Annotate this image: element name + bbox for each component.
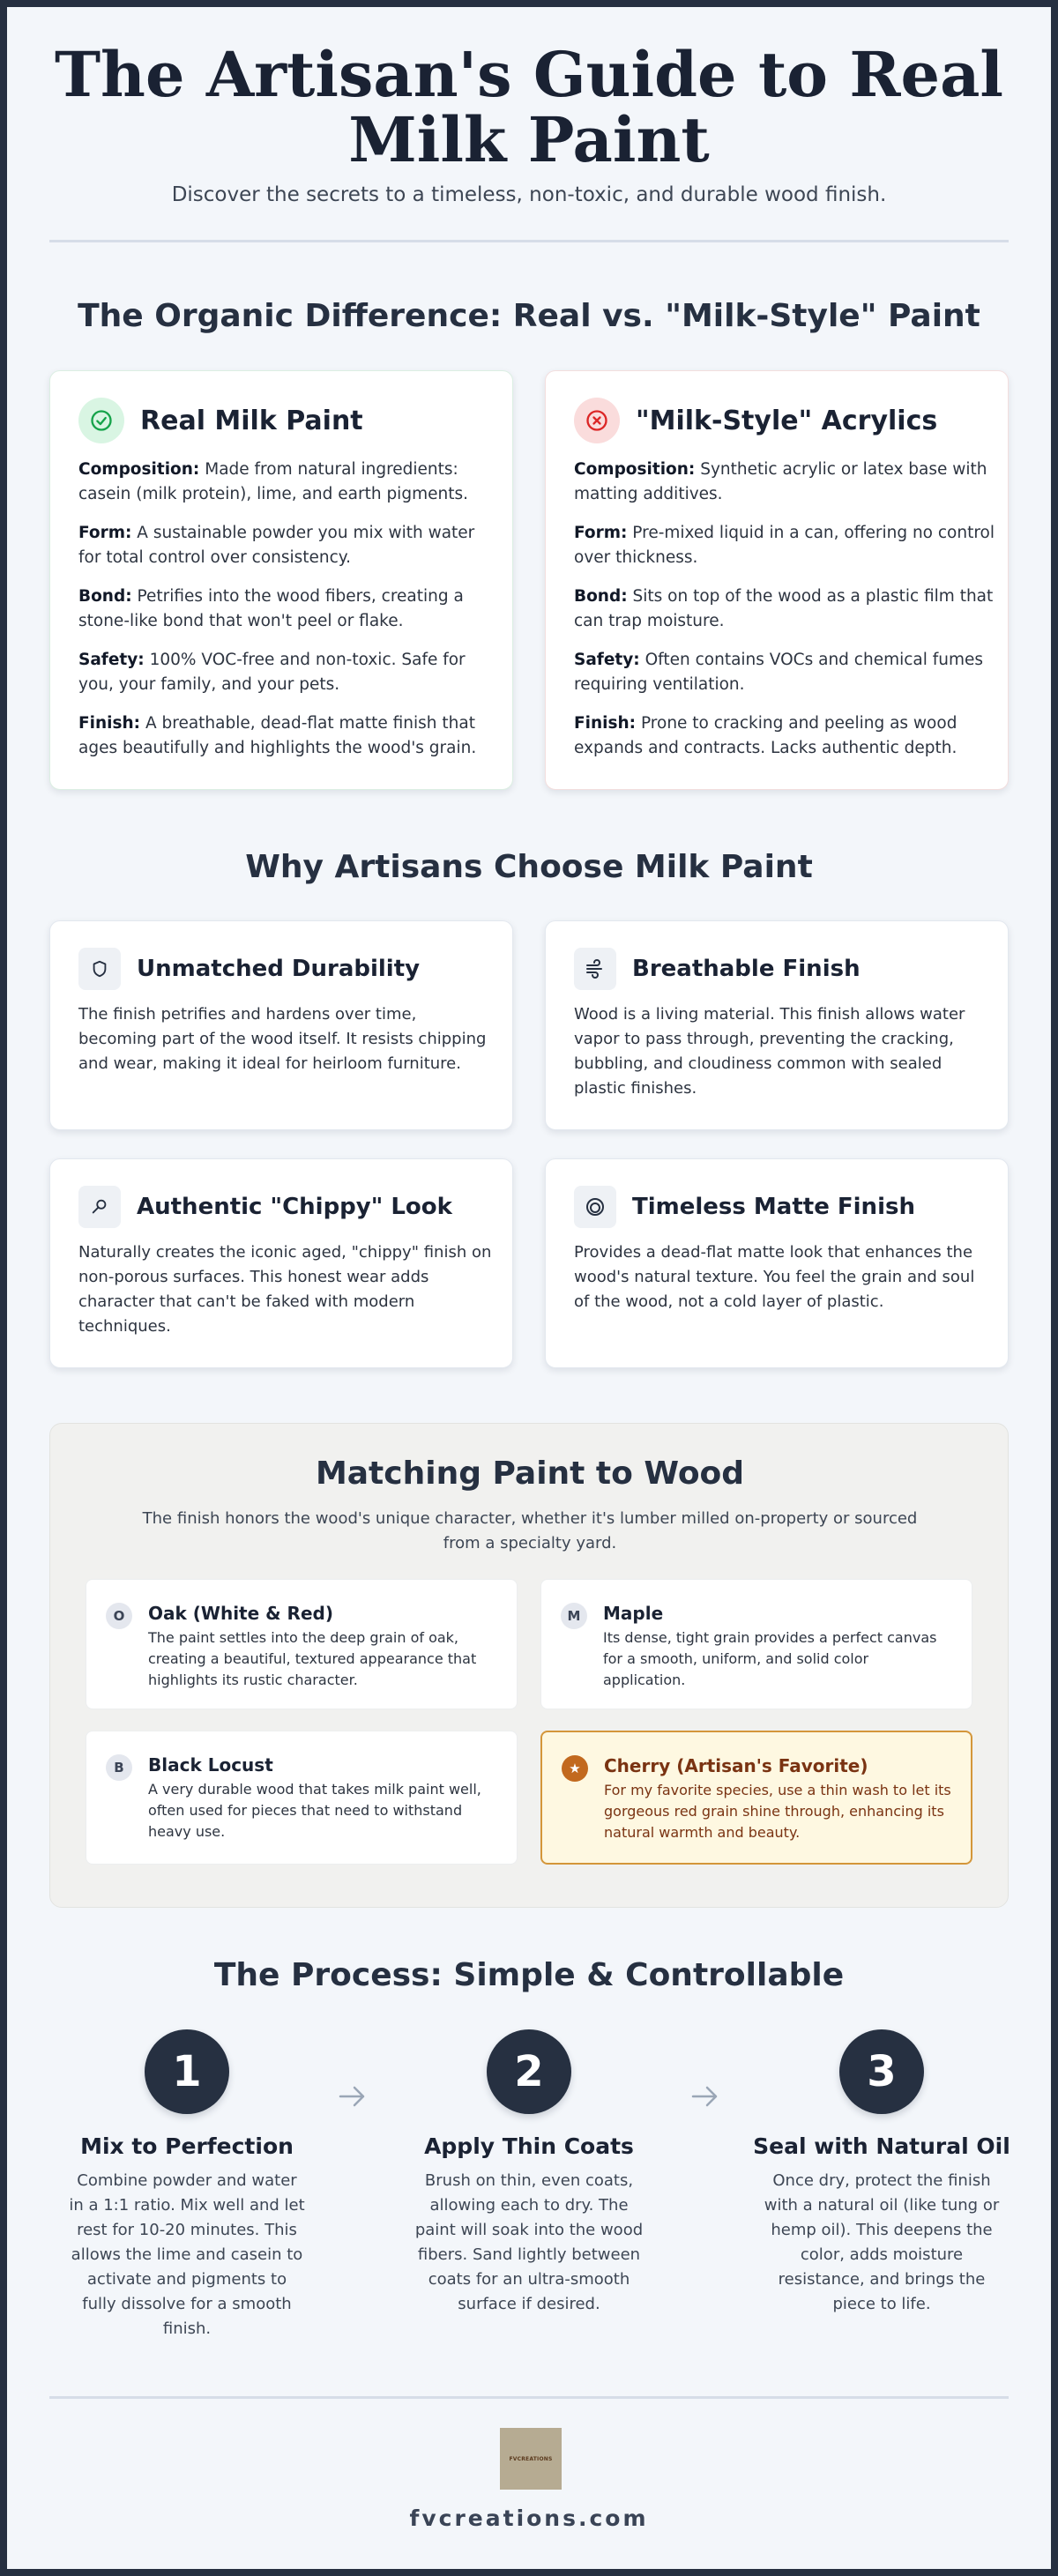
real-composition: Composition: Made from natural ingredients: casein (milk protein), lime, and earth pigments. xyxy=(78,460,468,503)
benefit-title: Authentic "Chippy" Look xyxy=(137,1194,452,1220)
real-safety: Safety: 100% VOC-free and non-toxic. Safe for you, your family, and your pets. xyxy=(78,651,466,694)
woods-heading: Matching Paint to Wood xyxy=(315,1456,745,1492)
step-description: Brush on thin, even coats, allowing each to dry. The paint will soak into the wood fibers. Sand lightly between coats for an ultra-smooth surface if desired. xyxy=(414,2171,644,2313)
brush-icon xyxy=(78,1186,121,1228)
wood-letter-badge: B xyxy=(106,1754,132,1781)
wood-card-black-locust xyxy=(86,1731,518,1865)
real-milk-paint-title: Real Milk Paint xyxy=(140,405,363,436)
milk-style-acrylics-card xyxy=(545,370,1009,790)
benefit-description: The finish petrifies and hardens over time, becoming part of the wood itself. It resists chipping and wear, making it ideal for heirloom furniture. xyxy=(78,1005,487,1073)
shield-icon xyxy=(78,948,121,990)
comparison-heading: The Organic Difference: Real vs. "Milk-Style" Paint xyxy=(78,298,980,334)
step-title: Apply Thin Coats xyxy=(424,2133,634,2159)
wood-description: Its dense, tight grain provides a perfect canvas for a smooth, uniform, and solid color application. xyxy=(603,1629,937,1688)
benefit-title: Breathable Finish xyxy=(632,956,861,982)
benefit-description: Naturally creates the iconic aged, "chippy" finish on non-porous surfaces. This honest wear adds character that can't be faked with modern techniques. xyxy=(78,1243,492,1336)
benefit-description: Wood is a living material. This finish allows water vapor to pass through, preventing the cracking, bubbling, and cloudiness common with sealed plastic finishes. xyxy=(574,1005,965,1098)
step-number: 2 xyxy=(487,2029,571,2114)
benefit-card-breathable xyxy=(545,920,1009,1130)
benefit-title: Unmatched Durability xyxy=(137,956,421,982)
matte-circle-icon xyxy=(574,1186,616,1228)
header-divider xyxy=(49,240,1009,242)
woods-intro: The finish honors the wood's unique character, whether it's lumber milled on-property or sourced from a specialty yard. xyxy=(142,1509,918,1552)
page-subtitle: Discover the secrets to a timeless, non-toxic, and durable wood finish. xyxy=(171,183,887,206)
wood-card-maple xyxy=(540,1579,972,1709)
arrow-right-icon xyxy=(335,2081,370,2112)
benefit-description: Provides a dead-flat matte look that enhances the wood's natural texture. You feel the grain and soul of the wood, not a cold layer of plastic. xyxy=(574,1243,975,1311)
wood-description: The paint settles into the deep grain of oak, creating a beautiful, textured appearance that highlights its rustic character. xyxy=(148,1629,477,1688)
wood-description: For my favorite species, use a thin wash to let its gorgeous red grain shine through, enhancing its natural warmth and beauty. xyxy=(604,1782,951,1841)
benefits-heading: Why Artisans Choose Milk Paint xyxy=(245,849,813,885)
wood-card-oak xyxy=(86,1579,518,1709)
wind-icon xyxy=(574,948,616,990)
benefit-card-durability xyxy=(49,920,513,1130)
brand-logo-text: FVCREATIONS xyxy=(509,2455,553,2462)
wood-matching-panel xyxy=(49,1423,1009,1908)
acrylic-composition: Composition: Synthetic acrylic or latex base with matting additives. xyxy=(574,460,987,503)
check-circle-icon xyxy=(78,398,124,443)
star-icon: ★ xyxy=(562,1755,588,1782)
process-heading: The Process: Simple & Controllable xyxy=(213,1957,845,1993)
wood-description: A very durable wood that takes milk paint well, often used for pieces that need to withstand heavy use. xyxy=(148,1781,481,1840)
step-number: 3 xyxy=(839,2029,924,2114)
page-title: The Artisan's Guide to Real Milk Paint xyxy=(54,38,1004,176)
step-number: 1 xyxy=(145,2029,229,2114)
real-finish: Finish: A breathable, dead-flat matte finish that ages beautifully and highlights the wood's grain. xyxy=(78,714,477,757)
step-title: Seal with Natural Oil xyxy=(753,2133,1010,2159)
real-milk-paint-card xyxy=(49,370,513,790)
acrylic-safety: Safety: Often contains VOCs and chemical fumes requiring ventilation. xyxy=(574,651,984,694)
infographic-page xyxy=(7,7,1051,2569)
wood-card-cherry-favorite xyxy=(540,1731,972,1865)
wood-name: Maple xyxy=(603,1603,664,1624)
wood-name: Black Locust xyxy=(148,1754,273,1776)
benefit-title: Timeless Matte Finish xyxy=(632,1194,915,1220)
wood-name: Cherry (Artisan's Favorite) xyxy=(604,1755,868,1776)
footer-divider xyxy=(49,2396,1009,2399)
x-circle-icon xyxy=(574,398,620,443)
brand-logo xyxy=(500,2428,562,2490)
wood-letter-badge: M xyxy=(561,1603,587,1629)
wood-letter-badge: O xyxy=(106,1603,132,1629)
wood-name: Oak (White & Red) xyxy=(148,1603,333,1624)
milk-style-acrylics-title: "Milk-Style" Acrylics xyxy=(636,405,938,436)
step-description: Once dry, protect the finish with a natural oil (like tung or hemp oil). This deepens the color, adds moisture resistance, and brings the piece to life. xyxy=(764,2171,1000,2313)
acrylic-form: Form: Pre-mixed liquid in a can, offering no control over thickness. xyxy=(574,524,995,567)
step-title: Mix to Perfection xyxy=(80,2133,294,2159)
real-bond: Bond: Petrifies into the wood fibers, creating a stone-like bond that won't peel or flake. xyxy=(78,587,464,630)
benefit-card-chippy xyxy=(49,1158,513,1368)
acrylic-bond: Bond: Sits on top of the wood as a plastic film that can trap moisture. xyxy=(574,587,994,630)
arrow-right-icon xyxy=(688,2081,723,2112)
acrylic-finish: Finish: Prone to cracking and peeling as wood expands and contracts. Lacks authentic depth. xyxy=(574,714,957,757)
footer-site-url[interactable]: fvcreations.com xyxy=(409,2505,649,2531)
benefit-card-matte xyxy=(545,1158,1009,1368)
real-form: Form: A sustainable powder you mix with water for total control over consistency. xyxy=(78,524,475,567)
step-description: Combine powder and water in a 1:1 ratio. Mix well and let rest for 10-20 minutes. This allows the lime and casein to activate and pigments to fully dissolve for a smooth finish. xyxy=(69,2171,305,2338)
